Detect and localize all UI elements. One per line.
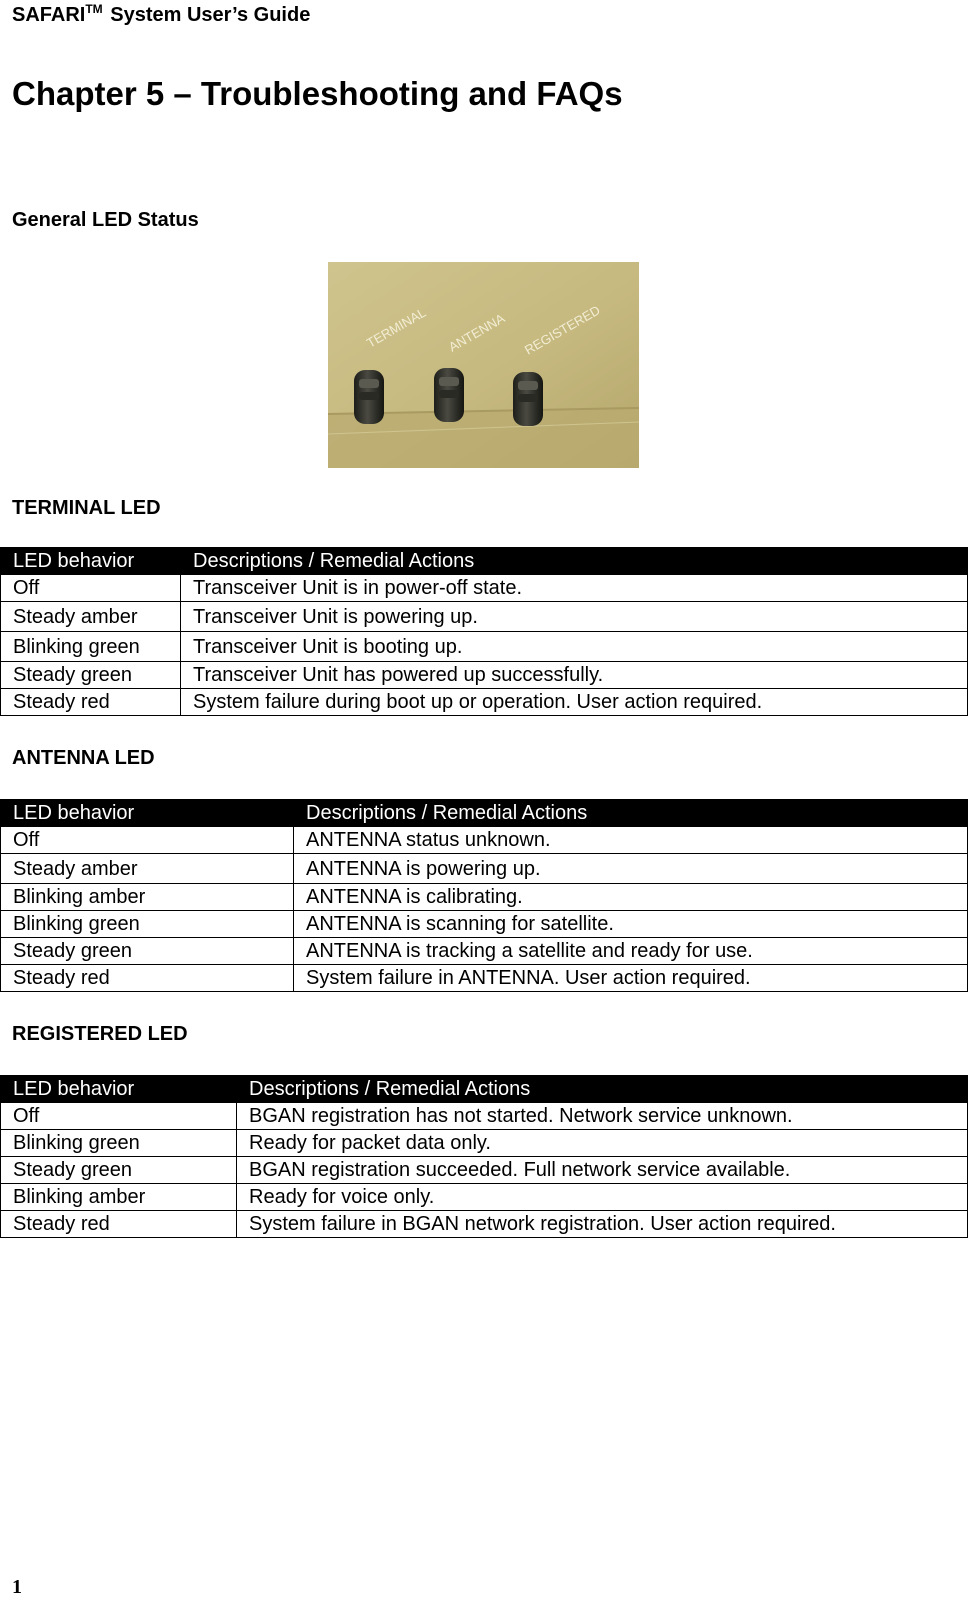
header-title: System User’s Guide bbox=[104, 4, 311, 26]
table-row bbox=[1, 662, 968, 689]
terminal-led-table bbox=[0, 547, 968, 716]
registered-led-heading: REGISTERED LED bbox=[12, 1023, 188, 1045]
column-header-behavior: LED behavior bbox=[1, 800, 294, 827]
led-behavior-cell: Steady green bbox=[1, 938, 294, 965]
led-panel-photo bbox=[328, 262, 639, 468]
led-behavior-cell: Steady green bbox=[1, 662, 181, 689]
description-cell: System failure in ANTENNA. User action required. bbox=[294, 965, 968, 992]
description-cell: Ready for packet data only. bbox=[237, 1130, 968, 1157]
column-header-description: Descriptions / Remedial Actions bbox=[294, 800, 968, 827]
table-row bbox=[1, 689, 968, 716]
led-behavior-cell: Blinking green bbox=[1, 632, 181, 662]
registered-led-indicator bbox=[513, 372, 543, 426]
led-behavior-cell: Steady red bbox=[1, 689, 181, 716]
table-row bbox=[1, 1211, 968, 1238]
column-header-behavior: LED behavior bbox=[1, 548, 181, 575]
table-row bbox=[1, 575, 968, 602]
table-row bbox=[1, 854, 968, 884]
led-behavior-cell: Blinking amber bbox=[1, 884, 294, 911]
page-number: 1 bbox=[12, 1576, 22, 1598]
description-cell: Transceiver Unit is booting up. bbox=[181, 632, 968, 662]
led-behavior-cell: Blinking green bbox=[1, 1130, 237, 1157]
led-behavior-cell: Steady green bbox=[1, 1157, 237, 1184]
table-row bbox=[1, 1103, 968, 1130]
description-cell: ANTENNA status unknown. bbox=[294, 827, 968, 854]
led-behavior-cell: Off bbox=[1, 1103, 237, 1130]
description-cell: Transceiver Unit is powering up. bbox=[181, 602, 968, 632]
table-row bbox=[1, 827, 968, 854]
photo-label-antenna: ANTENNA bbox=[446, 310, 508, 355]
table-row bbox=[1, 602, 968, 632]
antenna-led-heading: ANTENNA LED bbox=[12, 747, 155, 769]
description-cell: ANTENNA is scanning for satellite. bbox=[294, 911, 968, 938]
description-cell: BGAN registration succeeded. Full network service available. bbox=[237, 1157, 968, 1184]
table-header-row bbox=[1, 548, 968, 575]
table-header-row bbox=[1, 1076, 968, 1103]
table-row bbox=[1, 911, 968, 938]
led-behavior-cell: Steady amber bbox=[1, 602, 181, 632]
table-row bbox=[1, 1130, 968, 1157]
led-behavior-cell: Blinking green bbox=[1, 911, 294, 938]
table-header-row bbox=[1, 800, 968, 827]
led-behavior-cell: Steady red bbox=[1, 965, 294, 992]
table-row bbox=[1, 1157, 968, 1184]
table-row bbox=[1, 1184, 968, 1211]
header-brand: SAFARI bbox=[12, 4, 86, 26]
led-behavior-cell: Off bbox=[1, 827, 294, 854]
general-led-heading: General LED Status bbox=[12, 209, 199, 231]
description-cell: Transceiver Unit is in power-off state. bbox=[181, 575, 968, 602]
table-row bbox=[1, 965, 968, 992]
antenna-led-table bbox=[0, 799, 968, 992]
column-header-behavior: LED behavior bbox=[1, 1076, 237, 1103]
description-cell: System failure during boot up or operation. User action required. bbox=[181, 689, 968, 716]
terminal-led-heading: TERMINAL LED bbox=[12, 497, 161, 519]
led-behavior-cell: Steady amber bbox=[1, 854, 294, 884]
description-cell: System failure in BGAN network registration. User action required. bbox=[237, 1211, 968, 1238]
description-cell: Ready for voice only. bbox=[237, 1184, 968, 1211]
led-behavior-cell: Blinking amber bbox=[1, 1184, 237, 1211]
column-header-description: Descriptions / Remedial Actions bbox=[237, 1076, 968, 1103]
description-cell: ANTENNA is tracking a satellite and ready for use. bbox=[294, 938, 968, 965]
table-row bbox=[1, 632, 968, 662]
led-behavior-cell: Steady red bbox=[1, 1211, 237, 1238]
description-cell: ANTENNA is powering up. bbox=[294, 854, 968, 884]
antenna-led-indicator bbox=[434, 368, 464, 422]
table-row bbox=[1, 884, 968, 911]
description-cell: Transceiver Unit has powered up successfully. bbox=[181, 662, 968, 689]
chapter-title: Chapter 5 – Troubleshooting and FAQs bbox=[12, 75, 623, 112]
table-row bbox=[1, 938, 968, 965]
led-behavior-cell: Off bbox=[1, 575, 181, 602]
column-header-description: Descriptions / Remedial Actions bbox=[181, 548, 968, 575]
photo-label-terminal: TERMINAL bbox=[364, 304, 429, 351]
document-header bbox=[12, 2, 310, 27]
trademark-mark: TM bbox=[85, 2, 103, 16]
description-cell: BGAN registration has not started. Network service unknown. bbox=[237, 1103, 968, 1130]
description-cell: ANTENNA is calibrating. bbox=[294, 884, 968, 911]
photo-label-registered: REGISTERED bbox=[522, 302, 603, 358]
terminal-led-indicator bbox=[354, 370, 384, 424]
registered-led-table bbox=[0, 1075, 968, 1238]
